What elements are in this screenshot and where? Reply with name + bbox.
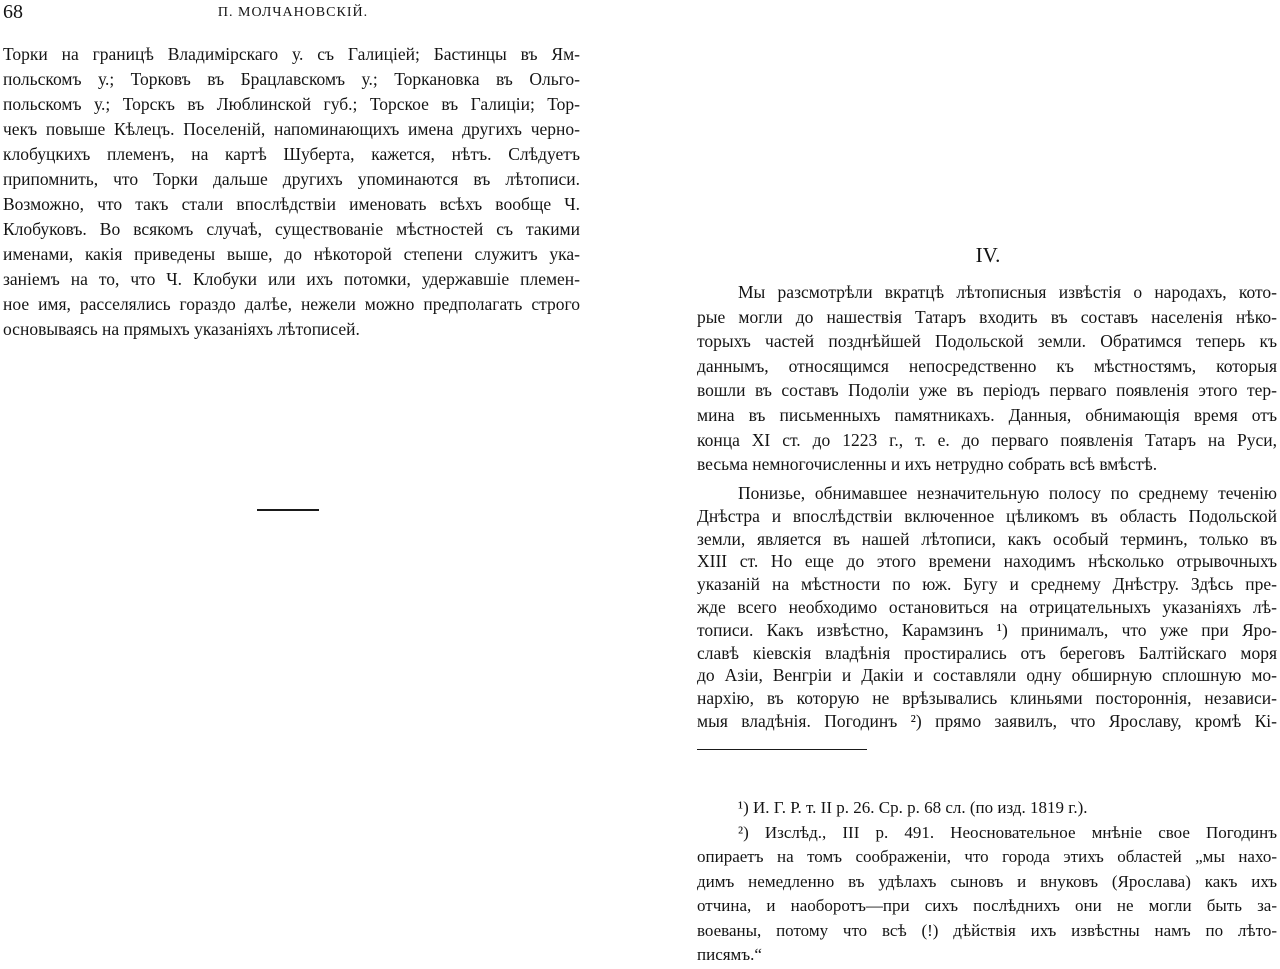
footnote-line: димъ немедленно въ удѣлахъ сыновъ и внуковъ (Ярослава) какъ ихъ (697, 871, 1277, 891)
footnote-line: ¹) И. Г. Р. т. II р. 26. Ср. р. 68 сл. (по изд. 1819 г.). (738, 798, 1088, 817)
text-line: ное имя, расселялись гораздо далѣе, нежели можно предполагать строго (3, 294, 580, 314)
paragraph-line: жде всего необходимо остановиться на отрицательныхъ указаніяхъ лѣ- (697, 597, 1277, 617)
paragraph-line: даннымъ, относящимся непосредственно къ мѣстностямъ, которыя (697, 355, 1277, 376)
paragraph-line: конца XI ст. до 1223 г., т. е. до перваго появленія Татаръ на Руси, (697, 429, 1277, 450)
footnote-line: отчина, и наоборотъ—при сихъ послѣднихъ они не могли быть за- (697, 896, 1277, 915)
text-line: Торки на границѣ Владимірскаго у. съ Галиціей; Бастинцы въ Ям- (3, 44, 580, 64)
paragraph-line: мина въ письменныхъ памятникахъ. Данныя, обнимающія время отъ (697, 405, 1277, 425)
paragraph-line: указаній на мѣстности по юж. Бугу и среднему Днѣстру. Здѣсь пре- (697, 574, 1277, 595)
section-heading: IV. (975, 243, 1001, 267)
footnote-separator-rule (697, 749, 867, 750)
paragraph-line: мыя владѣнія. Погодинъ ²) прямо заявилъ, что Ярославу, кромѣ Кі- (697, 711, 1277, 731)
footnote-line: писямъ.“ (697, 945, 762, 964)
text-line: польскомъ у.; Торскъ въ Люблинской губ.; Торское въ Галиціи; Тор- (3, 94, 580, 114)
paragraph-line: земли, является въ нашей лѣтописи, какъ особый терминъ, только въ (697, 528, 1277, 549)
running-head: П. МОЛЧАНОВСКІЙ. (217, 5, 369, 20)
paragraph-line: славѣ кіевскія владѣнія простирались отъ береговъ Балтійскаго моря (697, 642, 1277, 663)
paragraph-line: торыхъ частей позднѣйшей Подольской земли. Обратимся теперь къ (697, 331, 1277, 352)
footnote-line: опираетъ на томъ соображеніи, что города этихъ областей „мы нахо- (697, 847, 1277, 866)
paragraph-line: нархію, въ которую не врѣзывались клиньями постороннія, независи- (697, 688, 1277, 709)
page-number: 68 (3, 1, 23, 23)
text-line: Возможно, что такъ стали впослѣдствіи именовать всѣхъ вообще Ч. (3, 194, 580, 214)
text-line: припомнить, что Торки дальше другихъ упоминаются въ лѣтописи. (3, 169, 580, 189)
text-line: польскомъ у.; Торковъ въ Брацлавскомъ у.; Торкановка въ Ольго- (3, 69, 580, 89)
paragraph-line: до Азіи, Венгріи и Дакіи и составляли одну обширную сплошную мо- (697, 665, 1277, 686)
footnote-line: воеваны, потому что всѣ (!) дѣйствія ихъ извѣстны намъ по лѣто- (697, 920, 1277, 940)
text-line: Клобуковъ. Во всякомъ случаѣ, существованіе мѣстностей съ такими (3, 219, 580, 239)
text-line: основываясь на прямыхъ указаніяхъ лѣтописей. (3, 319, 360, 339)
footnote-line: ²) Изслѣд., III р. 491. Неосновательное мнѣніе свое Погодинъ (738, 822, 1277, 842)
section-end-rule (257, 509, 319, 511)
paragraph-line: Понизье, обнимавшее незначительную полосу по среднему теченію (738, 483, 1277, 503)
paragraph-line: Мы разсмотрѣли вкратцѣ лѣтописныя извѣстія о народахъ, кото- (738, 282, 1277, 302)
text-line: именами, какія приведены выше, до нѣкоторой степени служитъ ука- (3, 244, 580, 264)
paragraph-line: тописи. Какъ извѣстно, Карамзинъ ¹) принималъ, что уже при Яро- (697, 619, 1277, 640)
paragraph-line: Днѣстра и впослѣдствіи включенное цѣликомъ въ область Подольской (697, 505, 1277, 526)
text-line: чекъ повыше Кѣлецъ. Поселеній, напоминающихъ имена другихъ черно- (3, 119, 580, 139)
paragraph-line: рые могли до нашествія Татаръ входить въ составъ населенія нѣко- (697, 306, 1277, 327)
paragraph-line: весьма немногочисленны и ихъ нетрудно собрать всѣ вмѣстѣ. (697, 454, 1158, 475)
text-line: заніемъ на то, что Ч. Клобуки или ихъ потомки, удержавшіе племен- (3, 269, 580, 289)
text-line: клобуцкихъ племенъ, на картѣ Шуберта, кажется, нѣтъ. Слѣдуетъ (3, 144, 580, 164)
paragraph-line: XIII ст. Но еще до этого времени находимъ нѣсколько отрывочныхъ (697, 551, 1277, 572)
paragraph-line: вошли въ составъ Подоліи уже въ періодъ перваго появленія этого тер- (697, 380, 1277, 401)
